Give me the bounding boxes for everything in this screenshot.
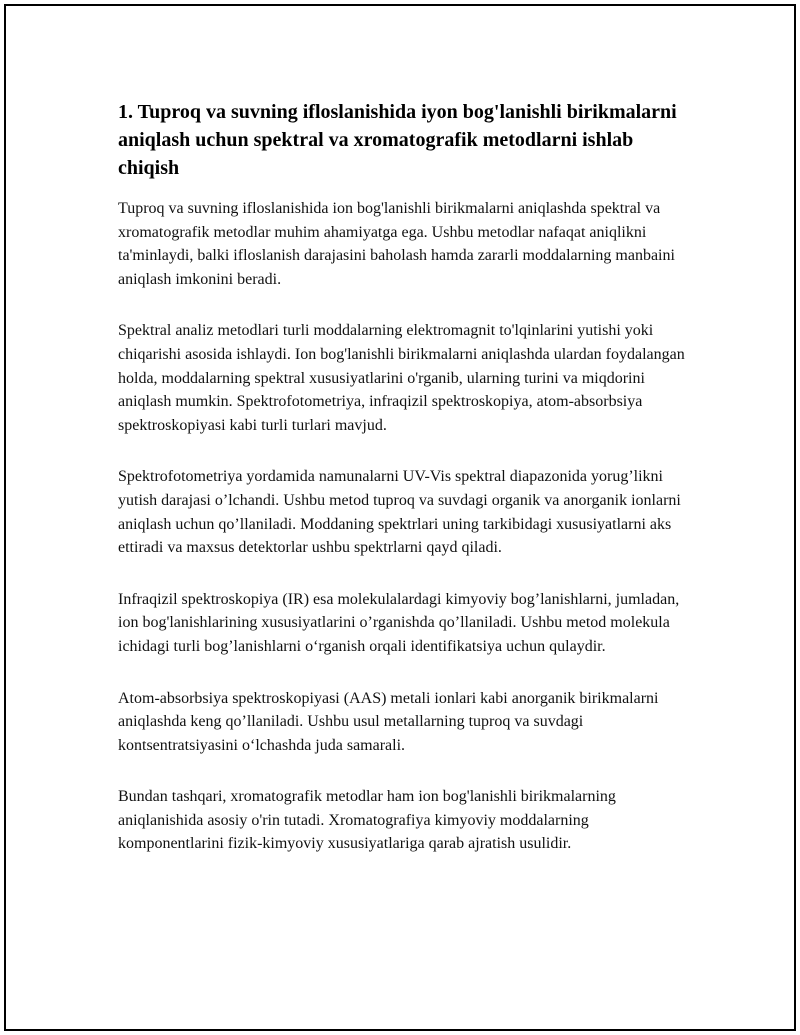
- paragraph-intro: Tuproq va suvning ifloslanishida ion bog'lanishli birikmalarni aniqlashda spektral va xromatografik metodlar muhim ahamiyatga ega. Ushbu metodlar nafaqat aniqlikni ta'minlaydi, balki ifloslanish darajasini baholash hamda zararli moddalarning manbaini aniqlash imkonini beradi.: [118, 200, 675, 288]
- paragraph-atomic-absorption: Atom-absorbsiya spektroskopiyasi (AAS) metali ionlari kabi anorganik birikmalarni aniqlashda keng qo’llaniladi. Ushbu usul metallarning tuproq va suvdagi kontsentratsiyasini o‘lchashda juda samarali.: [118, 689, 659, 754]
- page-frame: [4, 4, 796, 1031]
- document-content: [118, 98, 698, 856]
- paragraph-spectral-analysis: Spektral analiz metodlari turli moddalarning elektromagnit to'lqinlarini yutishi yoki chiqarishi asosida ishlaydi. Ion bog'lanishli birikmalarni aniqlashda ulardan foydalangan holda, moddalarning spektral xususiyatlarini o'rganib, ularning turini va miqdorini aniqlash mumkin. Spektrofotometriya, infraqizil spektroskopiya, atom-absorbsiya spektroskopiyasi kabi turli turlari mavjud.: [118, 322, 685, 434]
- paragraph-chromatography: Bundan tashqari, xromatografik metodlar ham ion bog'lanishli birikmalarning aniqlanishida asosiy o'rin tutadi. Xromatografiya kimyoviy moddalarning komponentlarini fizik-kimyoviy xususiyatlariga qarab ajratish usulidir.: [118, 788, 616, 853]
- paragraph-infrared-spectroscopy: Infraqizil spektroskopiya (IR) esa molekulalardagi kimyoviy bog’lanishlarni, jumladan, ion bog'lanishlarining xususiyatlarini o’rganishda qo’llaniladi. Ushbu metod molekula ichidagi turli bog’lanishlarni o‘rganish orqali identifikatsiya uchun qulaydir.: [118, 590, 680, 655]
- paragraph-spectrophotometry: Spektrofotometriya yordamida namunalarni UV-Vis spektral diapazonida yorug’likni yutish darajasi o’lchandi. Ushbu metod tuproq va suvdagi organik va anorganik ionlarni aniqlash uchun qo’llaniladi. Moddaning spektrlari uning tarkibidagi xususiyatlarni aks ettiradi va maxsus detektorlar ushbu spektrlarni qayd qiladi.: [118, 468, 681, 557]
- document-title: 1. Tuproq va suvning ifloslanishida iyon bog'lanishli birikmalarni aniqlash uchun spektral va xromatografik metodlarni ishlab chiqish: [118, 101, 677, 179]
